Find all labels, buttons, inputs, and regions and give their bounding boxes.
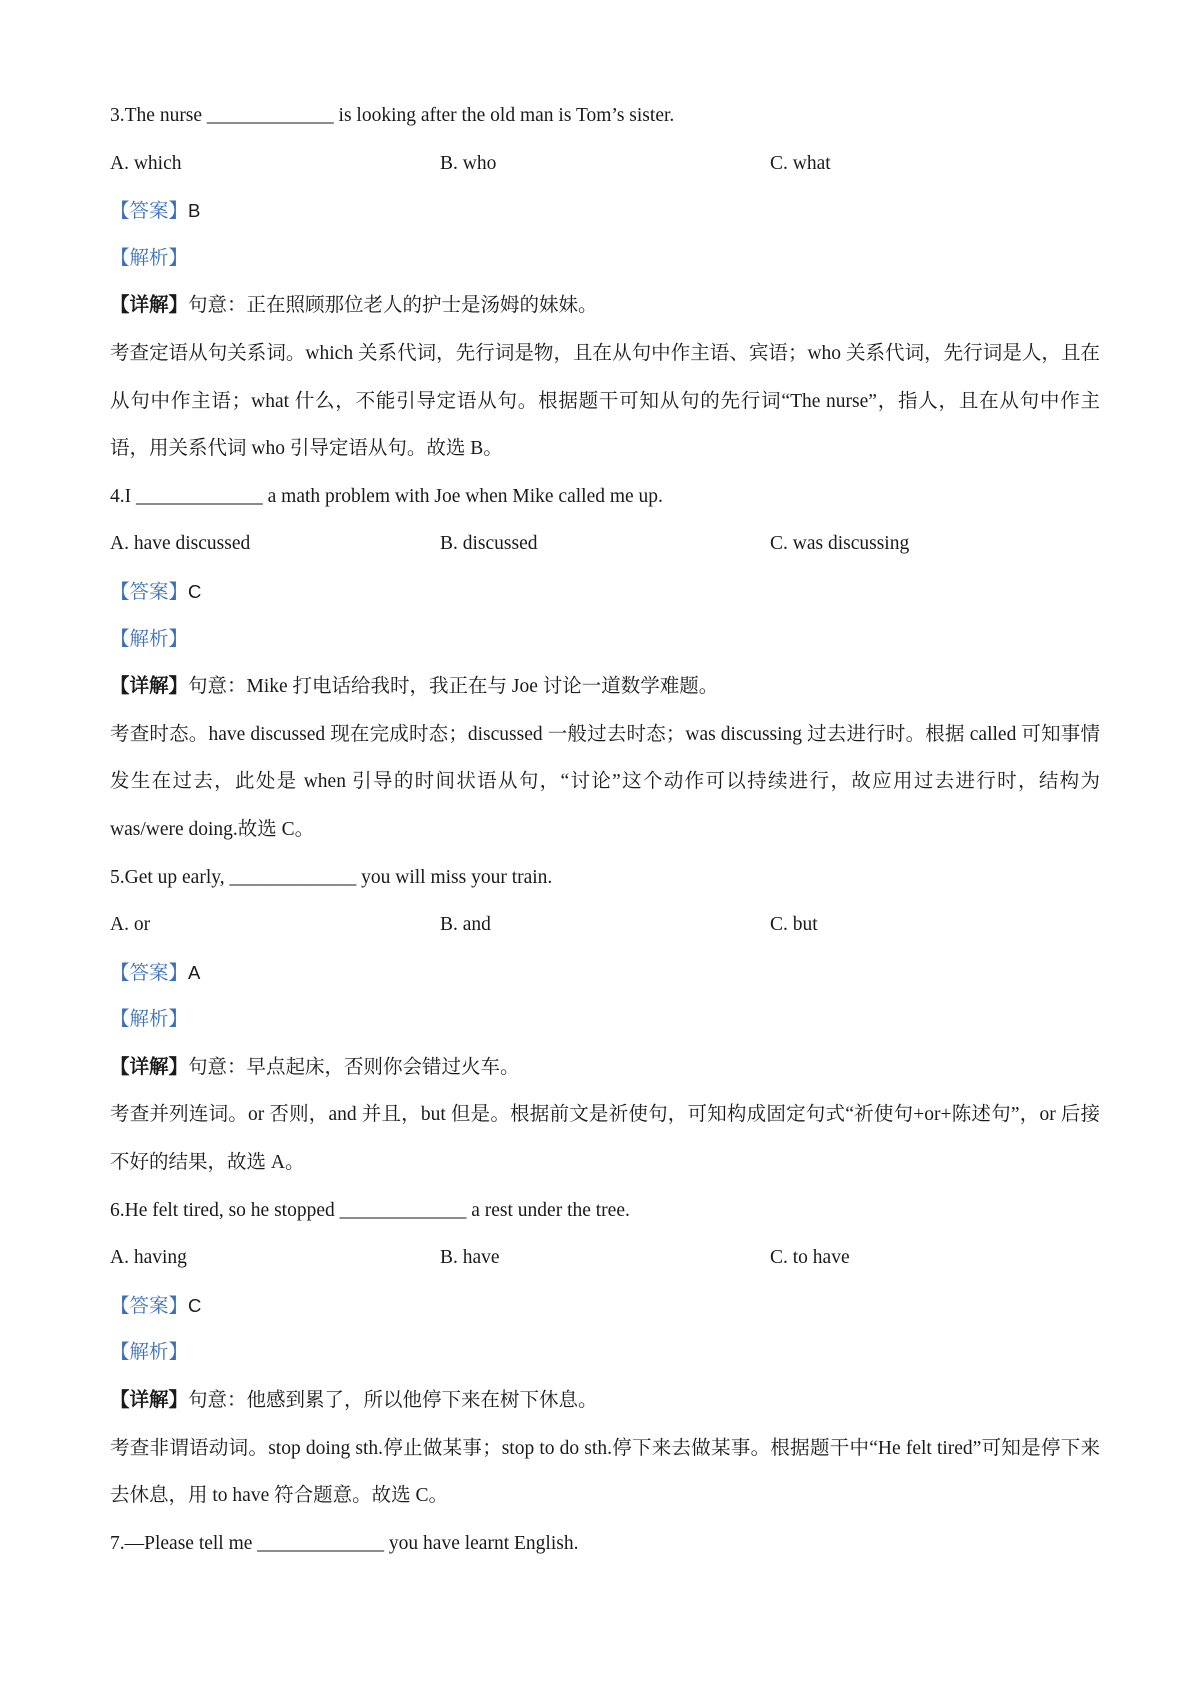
answer-line bbox=[110, 568, 1100, 616]
answer-value: A bbox=[188, 961, 201, 983]
answer-value: C bbox=[188, 580, 202, 602]
answer-line bbox=[110, 949, 1100, 997]
detail-tag: 【详解】 bbox=[110, 1390, 189, 1412]
analysis-tag: 【解析】 bbox=[110, 247, 189, 269]
question-stem: 5.Get up early, _____________ you will miss your train. bbox=[110, 866, 553, 888]
answer-tag: 【答案】 bbox=[110, 201, 189, 223]
question-stem: 3.The nurse _____________ is looking after the old man is Tom’s sister. bbox=[110, 105, 675, 126]
detail-text: 句意：早点起床，否则你会错过火车。 bbox=[188, 1056, 520, 1078]
detail-line bbox=[110, 663, 1100, 711]
option-a: A. which bbox=[110, 152, 182, 174]
option-b: B. discussed bbox=[440, 533, 538, 555]
option-b: B. who bbox=[440, 152, 497, 174]
option-c: C. to have bbox=[770, 1247, 850, 1269]
option-row bbox=[110, 901, 1100, 949]
option-a: A. having bbox=[110, 1247, 187, 1269]
explanation: 考查时态。have discussed 现在完成时态；discussed 一般过去时态；was discussing 过去进行时。根据 called 可知事情发生在过去，此处是 when 引导的时间状语从句，“讨论”这个动作可以持续进行，故应用过去进行时，结构为 was/were doing.故选 C。 bbox=[110, 723, 1100, 840]
question-stem: 7.—Please tell me _____________ you have learnt English. bbox=[110, 1532, 579, 1554]
detail-tag: 【详解】 bbox=[110, 676, 189, 698]
detail-line bbox=[110, 282, 1100, 330]
analysis-tag: 【解析】 bbox=[110, 1342, 189, 1364]
detail-line bbox=[110, 1044, 1100, 1092]
answer-line bbox=[110, 1282, 1100, 1330]
option-b: B. have bbox=[440, 1247, 500, 1269]
option-row bbox=[110, 520, 1100, 568]
option-c: C. but bbox=[770, 914, 818, 936]
explanation: 考查并列连词。or 否则，and 并且，but 但是。根据前文是祈使句，可知构成固定句式“祈使句+or+陈述句”，or 后接不好的结果，故选 A。 bbox=[110, 1104, 1100, 1174]
explanation: 考查非谓语动词。stop doing sth.停止做某事；stop to do sth.停下来去做某事。根据题干中“He felt tired”可知是停下来去休息，用 to have 符合题意。故选 C。 bbox=[110, 1437, 1100, 1507]
explanation: 考查定语从句关系词。which 关系代词，先行词是物，且在从句中作主语、宾语；who 关系代词，先行词是人，且在从句中作主语；what 什么，不能引导定语从句。根据题干可知从句的先行词“The nurse”，指人，且在从句中作主语，用关系代词 who 引导定语从句。故选 B。 bbox=[110, 342, 1100, 460]
option-b: B. and bbox=[440, 914, 491, 936]
option-a: A. or bbox=[110, 914, 151, 936]
detail-tag: 【详解】 bbox=[110, 1056, 189, 1078]
option-row bbox=[110, 1234, 1100, 1282]
detail-tag: 【详解】 bbox=[110, 295, 189, 317]
analysis-tag: 【解析】 bbox=[110, 628, 189, 650]
detail-line bbox=[110, 1377, 1100, 1425]
detail-text: 句意：正在照顾那位老人的护士是汤姆的妹妹。 bbox=[188, 295, 598, 317]
detail-text: 句意：Mike 打电话给我时，我正在与 Joe 讨论一道数学难题。 bbox=[188, 676, 719, 698]
detail-text: 句意：他感到累了，所以他停下来在树下休息。 bbox=[188, 1390, 598, 1412]
question-stem: 6.He felt tired, so he stopped _____________ a rest under the tree. bbox=[110, 1199, 630, 1221]
option-a: A. have discussed bbox=[110, 533, 251, 555]
option-c: C. what bbox=[770, 152, 831, 174]
answer-line bbox=[110, 187, 1100, 235]
document-page bbox=[110, 92, 1100, 1567]
answer-tag: 【答案】 bbox=[110, 962, 189, 984]
option-c: C. was discussing bbox=[770, 533, 910, 555]
question-stem: 4.I _____________ a math problem with Joe when Mike called me up. bbox=[110, 485, 663, 507]
analysis-tag: 【解析】 bbox=[110, 1009, 189, 1031]
option-row bbox=[110, 140, 1100, 188]
answer-tag: 【答案】 bbox=[110, 1295, 189, 1317]
answer-tag: 【答案】 bbox=[110, 581, 189, 603]
answer-value: B bbox=[188, 200, 201, 222]
answer-value: C bbox=[188, 1294, 202, 1316]
